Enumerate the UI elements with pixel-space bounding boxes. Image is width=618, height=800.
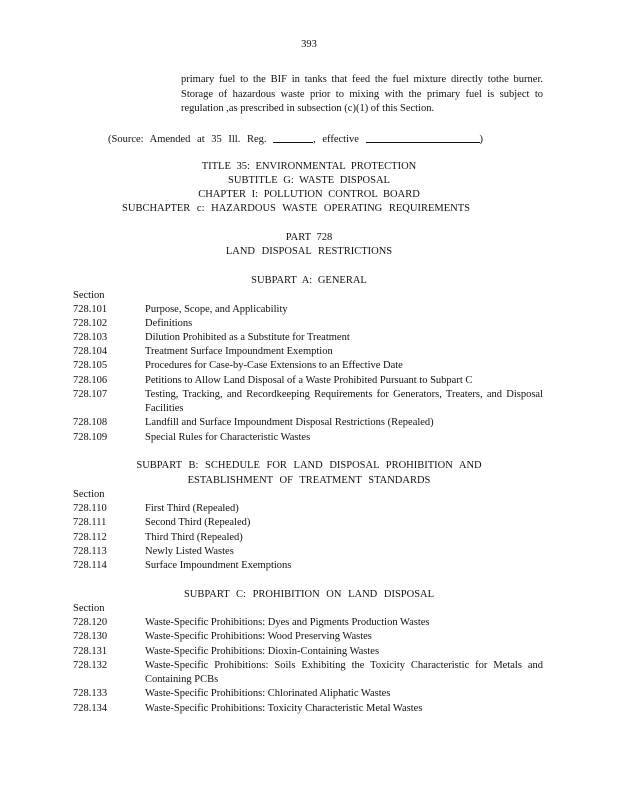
subpart-b-heading-line2: ESTABLISHMENT OF TREATMENT STANDARDS xyxy=(187,475,431,486)
section-number: 728.111 xyxy=(73,517,107,528)
section-title: Waste-Specific Prohibitions: Toxicity Characteristic Metal Wastes xyxy=(145,703,423,714)
section-number: 728.113 xyxy=(73,546,107,557)
section-number: 728.104 xyxy=(73,346,108,357)
section-number: 728.105 xyxy=(73,360,108,371)
section-number: 728.109 xyxy=(73,432,108,443)
section-title: Purpose, Scope, and Applicability xyxy=(145,304,288,315)
section-label: Section xyxy=(73,603,105,614)
section-title: Second Third (Repealed) xyxy=(145,517,251,528)
effective-date-blank xyxy=(366,131,480,143)
subpart-c-heading: SUBPART C: PROHIBITION ON LAND DISPOSAL xyxy=(183,589,435,600)
section-title: Treatment Surface Impoundment Exemption xyxy=(145,346,333,357)
section-number: 728.110 xyxy=(73,503,107,514)
section-title: Special Rules for Characteristic Wastes xyxy=(145,432,311,443)
chapter-heading: CHAPTER I: POLLUTION CONTROL BOARD xyxy=(198,189,420,200)
carryover-paragraph: primary fuel to the BIF in tanks that feed the fuel mixture directly tothe burner. Storage of hazardous waste prior to mixing with the primary fuel is subject to regulation ,as prescribed in subsection (c)(1) of this Section. xyxy=(181,74,543,114)
title-heading: TITLE 35: ENVIRONMENTAL PROTECTION xyxy=(201,161,417,172)
page-number: 393 xyxy=(301,39,317,50)
section-number: 728.106 xyxy=(73,375,108,386)
section-title: Landfill and Surface Impoundment Disposal Restrictions (Repealed) xyxy=(145,417,434,428)
source-prefix: (Source: Amended at 35 Ill. Reg. xyxy=(108,134,267,145)
section-title: Definitions xyxy=(145,318,193,329)
section-number: 728.120 xyxy=(73,617,108,628)
section-number: 728.112 xyxy=(73,532,107,543)
section-number: 728.107 xyxy=(73,389,108,400)
section-title: Third Third (Repealed) xyxy=(145,532,243,543)
section-title: Waste-Specific Prohibitions: Soils Exhibiting the Toxicity Characteristic for Metals and Containing PCBs xyxy=(145,660,543,685)
section-number: 728.132 xyxy=(73,660,108,671)
section-number: 728.134 xyxy=(73,703,108,714)
subtitle-heading: SUBTITLE G: WASTE DISPOSAL xyxy=(228,175,390,186)
source-suffix: ) xyxy=(479,134,484,145)
source-middle: , effective xyxy=(313,134,359,145)
section-title: Waste-Specific Prohibitions: Chlorinated Aliphatic Wastes xyxy=(145,688,391,699)
reg-blank xyxy=(273,131,313,143)
section-title: Petitions to Allow Land Disposal of a Waste Prohibited Pursuant to Subpart C xyxy=(145,375,473,386)
section-number: 728.103 xyxy=(73,332,108,343)
section-title: First Third (Repealed) xyxy=(145,503,239,514)
section-number: 728.130 xyxy=(73,631,108,642)
section-number: 728.114 xyxy=(73,560,107,571)
part-title: LAND DISPOSAL RESTRICTIONS xyxy=(225,246,393,257)
source-note xyxy=(108,131,483,147)
section-title: Dilution Prohibited as a Substitute for Treatment xyxy=(145,332,350,343)
subpart-a-heading: SUBPART A: GENERAL xyxy=(251,275,367,286)
section-title: Newly Listed Wastes xyxy=(145,546,234,557)
section-number: 728.108 xyxy=(73,417,108,428)
section-title: Procedures for Case-by-Case Extensions to an Effective Date xyxy=(145,360,403,371)
section-label: Section xyxy=(73,290,105,301)
section-number: 728.133 xyxy=(73,688,108,699)
section-number: 728.101 xyxy=(73,304,108,315)
section-number: 728.102 xyxy=(73,318,108,329)
section-title: Waste-Specific Prohibitions: Dyes and Pigments Production Wastes xyxy=(145,617,430,628)
part-heading: PART 728 xyxy=(285,232,333,243)
section-title: Waste-Specific Prohibitions: Wood Preserving Wastes xyxy=(145,631,372,642)
section-title: Testing, Tracking, and Recordkeeping Requirements for Generators, Treaters, and Disposal Facilities xyxy=(145,389,543,414)
subchapter-heading: SUBCHAPTER c: HAZARDOUS WASTE OPERATING REQUIREMENTS xyxy=(122,203,470,214)
section-number: 728.131 xyxy=(73,646,108,657)
section-title: Surface Impoundment Exemptions xyxy=(145,560,292,571)
section-title: Waste-Specific Prohibitions: Dioxin-Containing Wastes xyxy=(145,646,380,657)
section-label: Section xyxy=(73,489,105,500)
subpart-b-heading: SUBPART B: SCHEDULE FOR LAND DISPOSAL PROHIBITION AND xyxy=(136,460,482,471)
